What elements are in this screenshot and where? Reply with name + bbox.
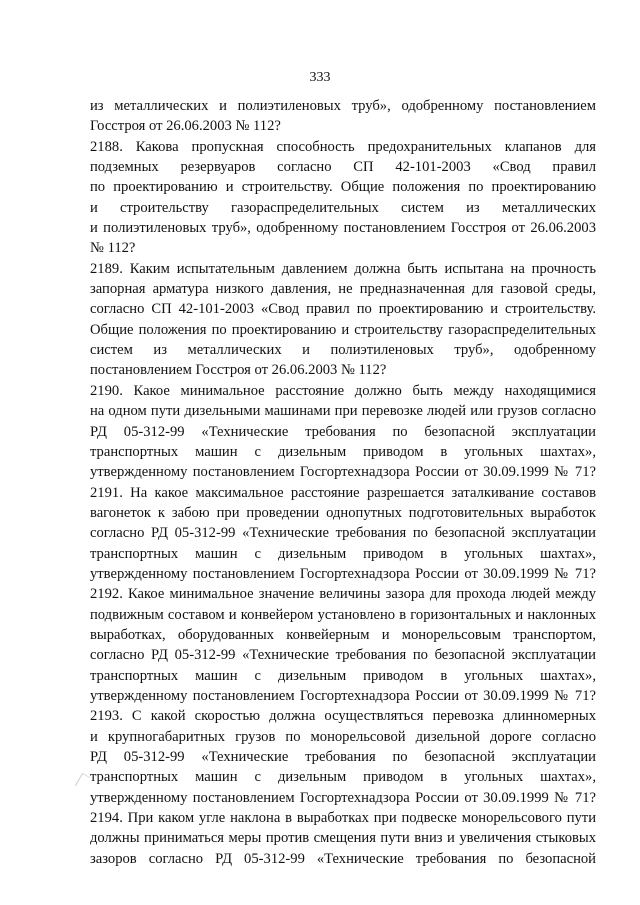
text-line: постановлением Госстроя от 26.06.2003 № 112?: [90, 362, 387, 379]
text-line: утвержденному постановлением Госгортехнадзора России от 30.09.1999 № 71?: [90, 464, 596, 481]
page-number: 333: [309, 70, 331, 85]
text-line: согласно РД 05-312-99 «Технические требования по безопасной эксплуатации: [90, 647, 596, 664]
text-line: и крупногабаритных грузов по монорельсовой дизельной дороге согласно: [90, 728, 596, 745]
text-line: и строительству газораспределительных систем из металлических: [90, 199, 596, 216]
text-line: утвержденному постановлением Госгортехнадзора России от 30.09.1999 № 71?: [90, 687, 596, 704]
text-line: утвержденному постановлением Госгортехнадзора России от 30.09.1999 № 71?: [90, 565, 596, 582]
text-line: РД 05-312-99 «Технические требования по безопасной эксплуатации: [90, 423, 596, 440]
text-line: зазоров согласно РД 05-312-99 «Технические требования по безопасной: [90, 850, 596, 867]
text-line: транспортных машин с дизельным приводом в угольных шахтах»,: [90, 667, 596, 684]
text-line: согласно СП 42-101-2003 «Свод правил по проектированию и строительству.: [90, 301, 596, 318]
text-line: Госстроя от 26.06.2003 № 112?: [90, 118, 281, 135]
text-line: 2189. Каким испытательным давлением должна быть испытана на прочность: [90, 260, 596, 277]
text-line: транспортных машин с дизельным приводом в угольных шахтах»,: [90, 769, 596, 786]
text-line: на одном пути дизельными машинами при перевозке людей или грузов согласно: [90, 403, 596, 420]
text-line: по проектированию и строительству. Общие положения по проектированию: [90, 179, 596, 196]
text-line: и полиэтиленовых труб», одобренному постановлением Госстроя от 26.06.2003: [90, 220, 596, 237]
text-line: согласно РД 05-312-99 «Технические требования по безопасной эксплуатации: [90, 525, 596, 542]
text-line: из металлических и полиэтиленовых труб», одобренному постановлением: [90, 98, 596, 114]
text-line: запорная арматура низкого давления, не предназначенная для газовой среды,: [90, 281, 596, 298]
text-line: утвержденному постановлением Госгортехнадзора России от 30.09.1999 № 71?: [90, 789, 596, 806]
text-line: РД 05-312-99 «Технические требования по безопасной эксплуатации: [90, 749, 596, 765]
text-line: 2193. С какой скоростью должна осуществляться перевозка длинномерных: [90, 708, 596, 725]
text-line: 2192. Какое минимальное значение величины зазора для прохода людей между: [90, 586, 596, 603]
text-line: подземных резервуаров согласно СП 42-101-2003 «Свод правил: [90, 159, 596, 176]
text-line: 2191. На какое максимальное расстояние разрешается заталкивание составов: [90, 484, 596, 501]
text-line: систем из металлических и полиэтиленовых труб», одобренному: [90, 342, 596, 359]
text-line: 2194. При каком угле наклона в выработках при подвеске монорельсового пути: [90, 810, 596, 827]
text-line: 2190. Какое минимальное расстояние должно быть между находящимися: [90, 382, 596, 399]
text-line: вагонеток к забою при проведении однопутных подготовительных выработок: [90, 504, 596, 521]
text-line: должны приниматься меры против смещения пути вниз и увеличения стыковых: [90, 830, 596, 847]
text-line: транспортных машин с дизельным приводом в угольных шахтах»,: [90, 545, 596, 562]
text-line: № 112?: [90, 240, 136, 257]
text-line: 2188. Какова пропускная способность предохранительных клапанов для: [90, 138, 596, 155]
text-line: Общие положения по проектированию и строительству газораспределительных: [90, 321, 596, 338]
scan-artifact: [75, 773, 90, 790]
document-body: [90, 96, 596, 869]
text-line: подвижным составом и конвейером установлено в горизонтальных и наклонных: [90, 606, 596, 623]
text-line: выработках, оборудованных конвейерным и монорельсовым транспортом,: [90, 626, 596, 643]
text-line: транспортных машин с дизельным приводом в угольных шахтах»,: [90, 443, 596, 460]
